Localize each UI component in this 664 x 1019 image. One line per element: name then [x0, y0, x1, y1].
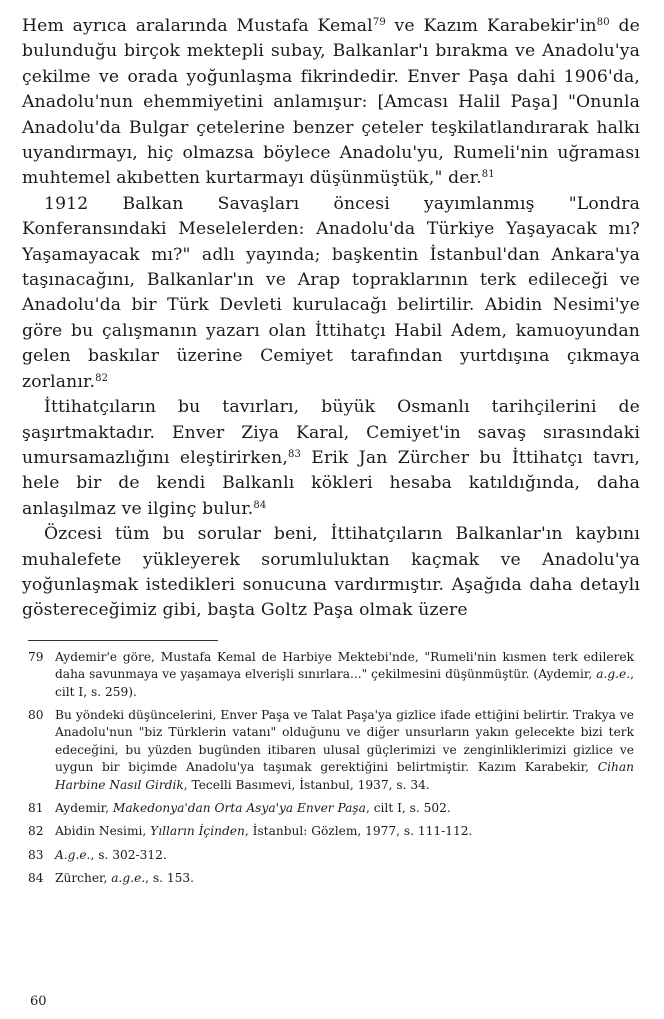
footnote-81 — [28, 800, 640, 817]
footnote-84 — [28, 870, 640, 887]
page-number: 60 — [30, 994, 47, 1009]
footnote-text — [55, 823, 640, 840]
footnote-79 — [28, 649, 640, 701]
footnote-text — [55, 870, 640, 887]
footnote-text — [55, 800, 640, 817]
footnote-reference: 84 — [253, 499, 267, 511]
footnote-reference: 81 — [481, 169, 495, 181]
text-run: , s. 302-312. — [90, 847, 167, 862]
text-run: Erik Jan Zürcher bu İttihatçı tavrı, hele bir de kendi Balkanlı kökleri hesaba katıldığında, daha anlaşılmaz ve ilginç bulur. — [22, 447, 640, 519]
text-run: , cilt I, s. 502. — [365, 801, 451, 815]
footnote-number: 79 — [28, 649, 44, 664]
text-run: Aydemir, — [55, 801, 113, 815]
footnote-reference: 80 — [596, 17, 610, 28]
text-run: İttihatçıların bu tavırları, büyük Osmanlı tarihçilerini de şaşırtmaktadır. Enver Ziya Karal, Cemiyet'in savaş sırasındaki umursamazlığını eleştirirken, — [22, 397, 640, 468]
text-run: ve Kazım Karabekir'in — [385, 16, 597, 36]
footnote-number: 84 — [28, 871, 44, 886]
text-run: Özcesi tüm bu sorular beni, İttihatçıların Balkanlar'ın kaybını muhalefete yükleyerek sorumluluktan kaçmak ve Anadolu'ya yoğunlaşmak istedikleri sonucuna vardırmıştır. Aşağıda daha detaylı göstereceğimiz gibi, başta Goltz Paşa olmak üzere — [22, 524, 640, 621]
text-run: , Tecelli Basımevi, İstanbul, 1937, s. 34. — [183, 777, 430, 792]
paragraph-4 — [22, 522, 640, 624]
text-run: Aydemir'e göre, Mustafa Kemal de Harbiye Mektebi'nde, "Rumeli'nin kısmen terk edilerek daha savunmaya ve yaşamaya elverişli sınırlara..." çekilmesini düşünmüştür. (Aydemir, — [55, 649, 634, 682]
body-text — [22, 14, 640, 624]
italic-text: Makedonya'dan Orta Asya'ya Enver Paşa — [112, 801, 366, 815]
italic-text: a.g.e. — [111, 871, 146, 886]
text-run: de bulunduğu birçok mektepli subay, Balkanlar'ı bırakma ve Anadolu'ya çekilme ve orada yoğunlaşma fikrindedir. Enver Paşa dahi 1906'da, Anadolu'nun ehemmiyetini anlamışur: [Amcası Halil Paşa] "Onunla Anadolu'da Bulgar çetelerine benzer çeteler teşkilatlandırarak halkı uyandırmayı, hiç olmazsa böylece Anadolu'yu, Rumeli'nin uğraması muhtemel akıbetten kurtarmayı düşünmüştük," der. — [22, 16, 640, 189]
text-run: Zürcher, — [55, 871, 112, 886]
text-run: Abidin Nesimi, — [55, 824, 151, 839]
footnote-83 — [28, 847, 640, 864]
footnote-reference: 83 — [287, 448, 301, 460]
text-run: , İstanbul: Gözlem, 1977, s. 111-112. — [244, 824, 473, 839]
italic-text: A.g.e. — [55, 847, 91, 862]
book-page — [22, 14, 640, 894]
footnote-text — [55, 707, 640, 794]
italic-text: Cihan Harbine Nasıl Girdik — [55, 760, 634, 792]
footnote-80 — [28, 707, 640, 794]
footnotes — [22, 649, 640, 888]
paragraph-3 — [22, 395, 640, 522]
footnote-text — [55, 649, 640, 701]
paragraph-2 — [22, 192, 640, 395]
footnote-82 — [28, 823, 640, 840]
paragraph-1 — [22, 14, 640, 192]
italic-text: Yılların İçinden — [150, 824, 245, 839]
text-run: , s. 153. — [145, 871, 195, 886]
text-run: Hem ayrıca aralarında Mustafa Kemal — [22, 16, 373, 36]
footnote-number: 82 — [28, 824, 44, 839]
text-run: 1912 Balkan Savaşları öncesi yayımlanmış "Londra Konferansındaki Meselelerden: Anadolu'da Türkiye Yaşayacak mı? Yaşamayacak mı?" adlı yayında; başkentin İstanbul'dan Ankara'ya taşınacağını, Balkanlar'ın ve Arap topraklarının terk edileceği ve Anadolu'da bir Türk Devleti kurulacağı belirtilir. Abidin Nesimi'ye göre bu çalışmanın yazarı olan İttihatçı Habil Adem, kamuoyundan gelen baskılar üzerine Cemiyet tarafından yurtdışına çıkmaya zorlanır. — [22, 193, 640, 392]
footnote-reference: 79 — [372, 17, 386, 28]
footnote-text — [55, 847, 640, 864]
footnote-number: 83 — [28, 847, 44, 862]
footnote-reference: 82 — [95, 372, 109, 384]
italic-text: a.g.e. — [596, 667, 631, 682]
footnote-separator — [28, 640, 218, 641]
text-run: Bu yöndeki düşüncelerini, Enver Paşa ve Talat Paşa'ya gizlice ifade ettiğini belirtir. Trakya ve Anadolu'nun "biz Türklerin vatanı" olduğunu ve diğer unsurların yakın gelecekte bizi terk edeceğini, bu yüzden bugünden itibaren ulusal güçlerimizi ve zenginliklerimizi gizlice ve uygun bir biçimde Anadolu'ya taşımak gerektiğini belirtmiştir. Kazım Karabekir, — [55, 707, 634, 775]
footnote-number: 80 — [28, 707, 44, 722]
text-run: , cilt I, s. 259). — [55, 667, 634, 699]
footnote-number: 81 — [28, 801, 44, 815]
